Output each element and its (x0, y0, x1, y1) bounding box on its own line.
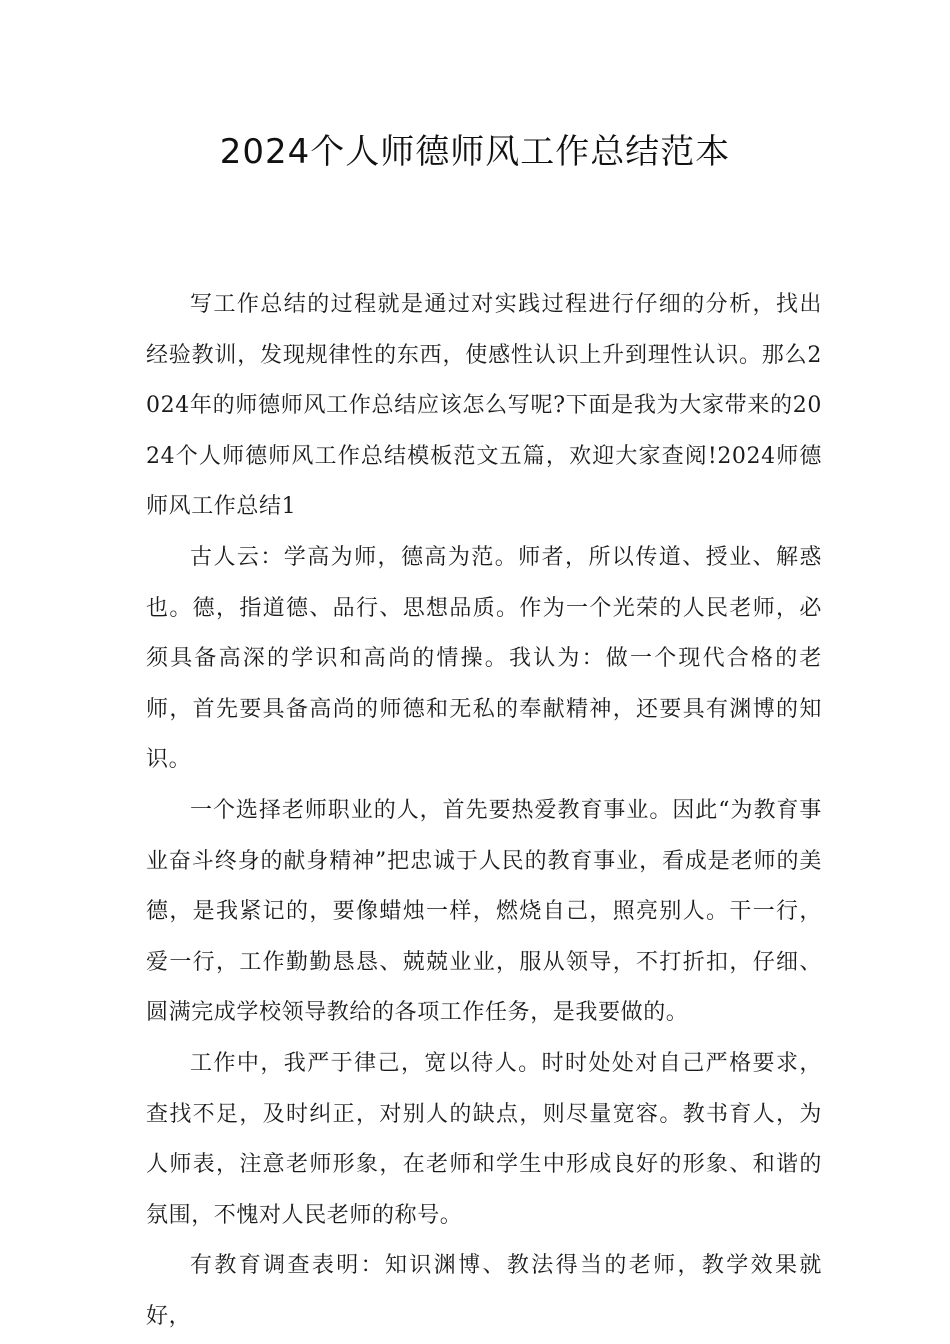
paragraph-work: 工作中，我严于律己，宽以待人。时时处处对自己严格要求，查找不足，及时纠正，对别人的缺点，则尽量宽容。教书育人，为人师表，注意老师形象，在老师和学生中形成良好的形象、和谐的氛围，不愧对人民老师的称号。 (146, 1050, 822, 1228)
paragraph-survey: 有教育调查表明：知识渊博、教法得当的老师，教学效果就好， (146, 1253, 822, 1329)
paragraph-intro: 写工作总结的过程就是通过对实践过程进行仔细的分析，找出经验教训，发现规律性的东西，使感性认识上升到理性认识。那么2024年的师德师风工作总结应该怎么写呢?下面是我为大家带来的2024个人师德师风工作总结模板范文五篇，欢迎大家查阅!2024师德师风工作总结1 (146, 292, 822, 520)
document-body (146, 280, 822, 1342)
document-title: 2024个人师德师风工作总结范本 (219, 132, 731, 172)
paragraph-career: 一个选择老师职业的人，首先要热爱教育事业。因此“为教育事业奋斗终身的献身精神”把忠诚于人民的教育事业，看成是老师的美德，是我紧记的，要像蜡烛一样，燃烧自己，照亮别人。干一行，爱一行，工作勤勤恳恳、兢兢业业，服从领导，不打折扣，仔细、圆满完成学校领导教给的各项工作任务，是我要做的。 (146, 797, 822, 1026)
paragraph-ancients: 古人云：学高为师，德高为范。师者，所以传道、授业、解惑也。德，指道德、品行、思想品质。作为一个光荣的人民老师，必须具备高深的学识和高尚的情操。我认为：做一个现代合格的老师，首先要具备高尚的师德和无私的奉献精神，还要具有渊博的知识。 (146, 544, 822, 773)
